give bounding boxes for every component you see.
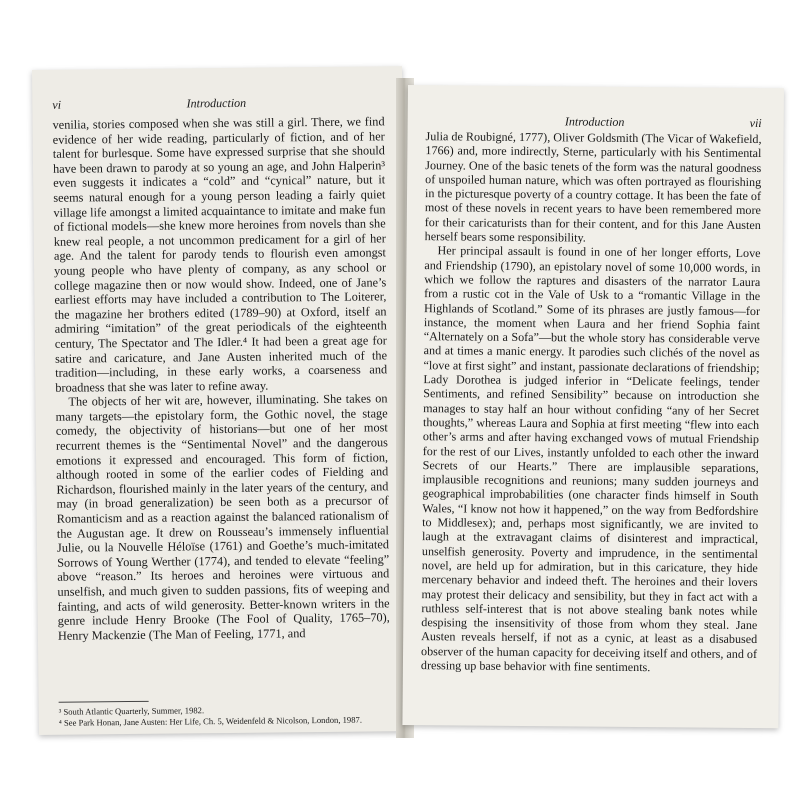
running-head: Introduction — [186, 95, 247, 111]
page-number: vii — [749, 115, 762, 131]
footnote: ³ South Atlantic Quarterly, Summer, 1982. — [58, 705, 205, 717]
footnote: ⁴ See Park Honan, Jane Austen: Her Life, Ch. 5, Weidenfeld & Nicolson, London, 1987. — [58, 714, 362, 728]
paragraph: venilia, stories composed when she was still a girl. There, we find evidence of her wide reading, particularly of fiction, and of her talent for burlesque. Some have expressed surprise that she should have been drawn to parody at so young an age, and John Halperin³ even suggests it indicates a “cold” and “cynical” nature, but it seems natural enough for a young person leading a fairly quiet village life amongst a limited acquaintance to imitate and make fun of fictional models—she knew more heroines from novels than she knew real people, a not uncommon predicament for a girl of her age. And the talent for parody tends to flourish even amongst young people who have plenty of company, as any school or college magazine then or now would show. Indeed, one of Jane’s earliest efforts may have included a contribution to The Loiterer, the magazine her brothers edited (1789–90) at Oxford, itself an admiring “imitation” of the great periodicals of the eighteenth century, The Spectator and The Idler.⁴ It had been a great age for satire and caricature, and Jane Austen inherited much of the tradition—including, in these early works, a coarseness and broadness that she was later to refine away. — [52, 114, 388, 395]
open-book — [30, 60, 785, 740]
footnote-rule — [59, 701, 149, 703]
footnotes — [59, 698, 391, 727]
page-number: vi — [52, 97, 62, 112]
right-page-header — [428, 113, 762, 131]
right-page-body — [421, 129, 762, 675]
left-page — [32, 66, 409, 735]
left-page-body — [53, 114, 390, 643]
right-page — [402, 85, 784, 728]
paragraph: The objects of her wit are, however, illuminating. She takes on many targets—the epistolary form, the Gothic novel, the stage comedy, the objectivity of historians—but one of her most recurrent themes is the “Sentimental Novel” and the dangerous emotions it expressed and encouraged. This form of fiction, although rooted in some of the earlier codes of Fielding and Richardson, flourished mainly in the later years of the century, and may (in broad generalization) be seen both as a precursor of Romanticism and as a reaction against the balanced rationalism of the Augustan age. It drew on Rousseau’s immensely influential Julie, ou la Nouvelle Héloïse (1761) and Goethe’s much-imitated Sorrows of Young Werther (1774), and tended to elevate “feeling” above “reason.” Its heroes and heroines were virtuous and unselfish, and much given to sudden passions, fits of weeping and fainting, and acts of wild generosity. Better-known writers in the genre include Henry Brooke (The Fool of Quality, 1765–70), Henry Mackenzie (The Man of Feeling, 1771, and — [55, 391, 390, 643]
running-head: Introduction — [564, 114, 625, 129]
paragraph: Her principal assault is found in one of her longer efforts, Love and Friendship (1790), an epistolary novel of some 10,000 words, in which we follow the raptures and disasters of the narrator Laura from a rustic cot in the Vale of Usk to a “romantic Village in the Highlands of Scotland.” Some of its phrases are justly famous—for instance, the moment when Laura and her friend Sophia faint “Alternately on a Sofa”—but the whole story has considerable verve and at times a manic energy. It parodies such clichés of the novel as “love at first sight” and instant, passionate declarations of friendship; Lady Dorothea is judged inferior in “Delicate feelings, tender Sentiments, and refined Sensibility” because on introduction she manages to stay half an hour without confiding “any of her Secret thoughts,” whereas Laura and Sophia at first meeting “flew into each other’s arms and after having exchanged vows of mutual Friendship for the rest of our Lives, instantly unfolded to each other the inward Secrets of our Hearts.” There are implausible separations, implausible recognitions and reunions; many sudden journeys and geographical improbabilities (one character finds himself in South Wales, “I know not how it happened,” on the way from Bedfordshire to Middlesex); and, perhaps most significantly, we are invited to laugh at the extravagant claims of disinterest and impractical, unselfish generosity. Poverty and imprudence, in the sentimental novel, are held up for admiration, but in this caricature, they hide mercenary behavior and indeed theft. The heroines and their lovers may protest their delicacy and sensibility, but they in fact act with a ruthless self-interest that is not above stealing bank notes while despising the insensitivity of those from whom they steal. Jane Austen reveals herself, if not as a cynic, at least as a disabused observer of the human capacity for deceiving itself and others, and of dressing up base behavior with fine sentiments. — [420, 243, 761, 675]
left-page-header — [52, 94, 380, 112]
paragraph: Julia de Roubigné, 1777), Oliver Goldsmith (The Vicar of Wakefield, 1766) and, more indirectly, Sterne, particularly with his Sentimental Journey. One of the basic tenets of the form was the natural goodness of unspoiled human nature, which was often portrayed as flourishing in the picturesque poverty of a country cottage. It has been the fate of most of these novels in recent years to have been remembered more for their caricaturists than for their content, and for this Jane Austen herself bears some responsibility. — [424, 129, 762, 245]
